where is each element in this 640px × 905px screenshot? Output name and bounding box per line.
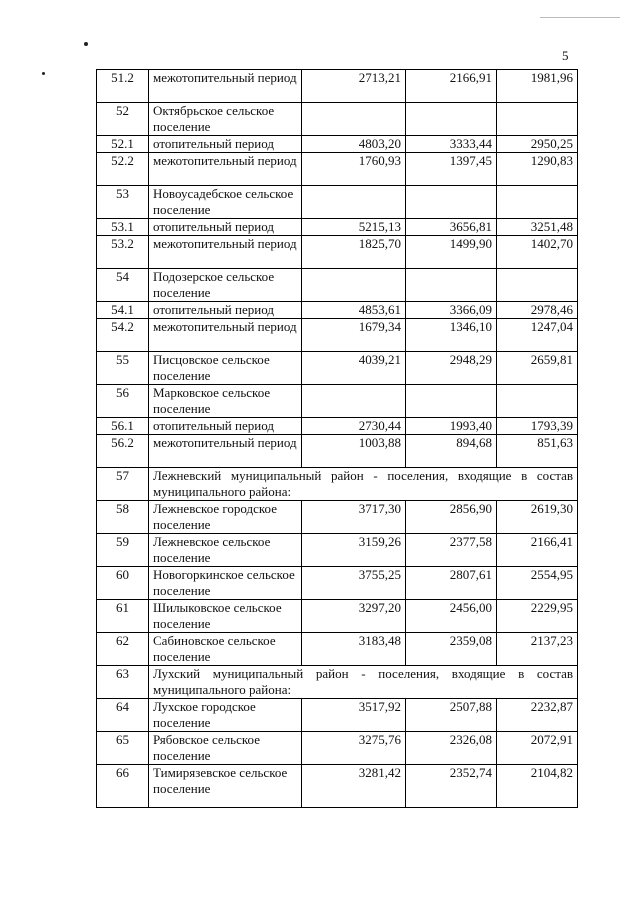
tariff-value: 1981,96 bbox=[497, 70, 578, 103]
settlement-name: Лежневское сельское поселение bbox=[149, 534, 302, 567]
tariff-value bbox=[497, 103, 578, 136]
tariff-value bbox=[497, 186, 578, 219]
tariff-value: 3755,25 bbox=[302, 567, 406, 600]
table-row bbox=[97, 666, 578, 699]
settlement-name: отопительный период bbox=[149, 418, 302, 435]
row-number: 55 bbox=[97, 352, 149, 385]
table-row bbox=[97, 732, 578, 765]
tariff-value: 3183,48 bbox=[302, 633, 406, 666]
tariff-value bbox=[406, 269, 497, 302]
tariff-value: 1346,10 bbox=[406, 319, 497, 352]
tariff-value: 3297,20 bbox=[302, 600, 406, 633]
tariff-value: 2166,91 bbox=[406, 70, 497, 103]
tariff-value bbox=[406, 385, 497, 418]
table-row bbox=[97, 302, 578, 319]
table-row bbox=[97, 70, 578, 103]
tariff-value: 894,68 bbox=[406, 435, 497, 468]
tariff-value: 2359,08 bbox=[406, 633, 497, 666]
row-number: 54 bbox=[97, 269, 149, 302]
tariff-value bbox=[497, 385, 578, 418]
table-row bbox=[97, 269, 578, 302]
tariff-value: 3275,76 bbox=[302, 732, 406, 765]
page-number: 5 bbox=[562, 48, 569, 63]
tariff-value: 2554,95 bbox=[497, 567, 578, 600]
tariff-value: 2950,25 bbox=[497, 136, 578, 153]
settlement-name: отопительный период bbox=[149, 302, 302, 319]
tariff-value: 4853,61 bbox=[302, 302, 406, 319]
tariff-value: 1760,93 bbox=[302, 153, 406, 186]
row-number: 62 bbox=[97, 633, 149, 666]
tariff-value: 5215,13 bbox=[302, 219, 406, 236]
row-number: 54.1 bbox=[97, 302, 149, 319]
tariff-value bbox=[497, 269, 578, 302]
row-number: 64 bbox=[97, 699, 149, 732]
scan-speck bbox=[42, 72, 45, 75]
table-row bbox=[97, 765, 578, 808]
tariff-value: 2619,30 bbox=[497, 501, 578, 534]
row-number: 53 bbox=[97, 186, 149, 219]
settlement-name: Рябовское сельское поселение bbox=[149, 732, 302, 765]
tariff-value: 1793,39 bbox=[497, 418, 578, 435]
tariff-value: 1402,70 bbox=[497, 236, 578, 269]
tariff-value: 2232,87 bbox=[497, 699, 578, 732]
table-row bbox=[97, 219, 578, 236]
tariff-value: 2326,08 bbox=[406, 732, 497, 765]
row-number: 63 bbox=[97, 666, 149, 699]
table-row bbox=[97, 186, 578, 219]
settlement-name: Сабиновское сельское поселение bbox=[149, 633, 302, 666]
scan-edge-mark bbox=[540, 17, 620, 18]
tariff-value: 2807,61 bbox=[406, 567, 497, 600]
tariff-value: 2659,81 bbox=[497, 352, 578, 385]
settlement-name: межотопительный период bbox=[149, 435, 302, 468]
district-heading: Лухский муниципальный район - поселения, входящие в состав муниципального района: bbox=[149, 666, 578, 699]
settlement-name: Лежневское городское поселение bbox=[149, 501, 302, 534]
table-row bbox=[97, 633, 578, 666]
row-number: 60 bbox=[97, 567, 149, 600]
table-row bbox=[97, 435, 578, 468]
settlement-name: межотопительный период bbox=[149, 153, 302, 186]
tariff-value: 2104,82 bbox=[497, 765, 578, 808]
tariff-value: 3366,09 bbox=[406, 302, 497, 319]
row-number: 59 bbox=[97, 534, 149, 567]
tariff-value: 4039,21 bbox=[302, 352, 406, 385]
settlement-name: межотопительный период bbox=[149, 70, 302, 103]
tariff-value: 3159,26 bbox=[302, 534, 406, 567]
tariff-value bbox=[302, 269, 406, 302]
settlement-name: Писцовское сельское поселение bbox=[149, 352, 302, 385]
table-row bbox=[97, 699, 578, 732]
tariff-value: 4803,20 bbox=[302, 136, 406, 153]
settlement-name: Новогоркинское сельское поселение bbox=[149, 567, 302, 600]
tariff-value: 2730,44 bbox=[302, 418, 406, 435]
settlement-name: Марковское сельское поселение bbox=[149, 385, 302, 418]
tariff-value: 2072,91 bbox=[497, 732, 578, 765]
table-row bbox=[97, 418, 578, 435]
tariff-value: 2137,23 bbox=[497, 633, 578, 666]
tariff-value: 2507,88 bbox=[406, 699, 497, 732]
table-row bbox=[97, 236, 578, 269]
table-row bbox=[97, 103, 578, 136]
tariff-value: 2948,29 bbox=[406, 352, 497, 385]
row-number: 52.1 bbox=[97, 136, 149, 153]
table-row bbox=[97, 567, 578, 600]
tariff-value: 3251,48 bbox=[497, 219, 578, 236]
tariff-value: 1247,04 bbox=[497, 319, 578, 352]
tariff-value: 1290,83 bbox=[497, 153, 578, 186]
tariff-value: 2456,00 bbox=[406, 600, 497, 633]
row-number: 52 bbox=[97, 103, 149, 136]
tariff-value: 1825,70 bbox=[302, 236, 406, 269]
tariff-value: 1679,34 bbox=[302, 319, 406, 352]
tariff-value: 2352,74 bbox=[406, 765, 497, 808]
table-row bbox=[97, 136, 578, 153]
scan-speck bbox=[84, 42, 88, 46]
settlement-name: Лухское городское поселение bbox=[149, 699, 302, 732]
row-number: 61 bbox=[97, 600, 149, 633]
row-number: 65 bbox=[97, 732, 149, 765]
table-row bbox=[97, 385, 578, 418]
tariff-value: 2377,58 bbox=[406, 534, 497, 567]
settlement-name: Подозерское сельское поселение bbox=[149, 269, 302, 302]
row-number: 57 bbox=[97, 468, 149, 501]
tariff-value: 1003,88 bbox=[302, 435, 406, 468]
tariff-value: 3717,30 bbox=[302, 501, 406, 534]
settlement-name: Новоусадебское сельское поселение bbox=[149, 186, 302, 219]
tariff-value: 1499,90 bbox=[406, 236, 497, 269]
settlement-name: отопительный период bbox=[149, 136, 302, 153]
tariff-value bbox=[302, 186, 406, 219]
tariff-value: 1397,45 bbox=[406, 153, 497, 186]
row-number: 53.2 bbox=[97, 236, 149, 269]
table-row bbox=[97, 468, 578, 501]
settlement-name: Шилыковское сельское поселение bbox=[149, 600, 302, 633]
row-number: 52.2 bbox=[97, 153, 149, 186]
tariff-value: 1993,40 bbox=[406, 418, 497, 435]
settlement-name: межотопительный период bbox=[149, 236, 302, 269]
tariff-value: 3333,44 bbox=[406, 136, 497, 153]
table-row bbox=[97, 501, 578, 534]
tariff-value bbox=[302, 385, 406, 418]
tariff-value bbox=[406, 186, 497, 219]
table-row bbox=[97, 600, 578, 633]
settlement-name: Октябрьское сельское поселение bbox=[149, 103, 302, 136]
row-number: 56 bbox=[97, 385, 149, 418]
tariff-value: 3656,81 bbox=[406, 219, 497, 236]
tariff-value: 3517,92 bbox=[302, 699, 406, 732]
tariff-value bbox=[406, 103, 497, 136]
tariff-value: 2856,90 bbox=[406, 501, 497, 534]
district-heading: Лежневский муниципальный район - поселения, входящие в состав муниципального района: bbox=[149, 468, 578, 501]
settlement-name: Тимирязевское сельское поселение bbox=[149, 765, 302, 808]
settlement-name: отопительный период bbox=[149, 219, 302, 236]
row-number: 58 bbox=[97, 501, 149, 534]
table-row bbox=[97, 352, 578, 385]
tariff-value: 2166,41 bbox=[497, 534, 578, 567]
row-number: 56.2 bbox=[97, 435, 149, 468]
settlement-name: межотопительный период bbox=[149, 319, 302, 352]
tariff-value: 851,63 bbox=[497, 435, 578, 468]
row-number: 53.1 bbox=[97, 219, 149, 236]
row-number: 56.1 bbox=[97, 418, 149, 435]
table-row bbox=[97, 319, 578, 352]
tariff-value: 2229,95 bbox=[497, 600, 578, 633]
row-number: 66 bbox=[97, 765, 149, 808]
row-number: 54.2 bbox=[97, 319, 149, 352]
table-row bbox=[97, 153, 578, 186]
tariff-value: 3281,42 bbox=[302, 765, 406, 808]
table-row bbox=[97, 534, 578, 567]
tariff-value bbox=[302, 103, 406, 136]
row-number: 51.2 bbox=[97, 70, 149, 103]
tariff-value: 2978,46 bbox=[497, 302, 578, 319]
tariff-value: 2713,21 bbox=[302, 70, 406, 103]
tariff-table bbox=[96, 69, 578, 808]
